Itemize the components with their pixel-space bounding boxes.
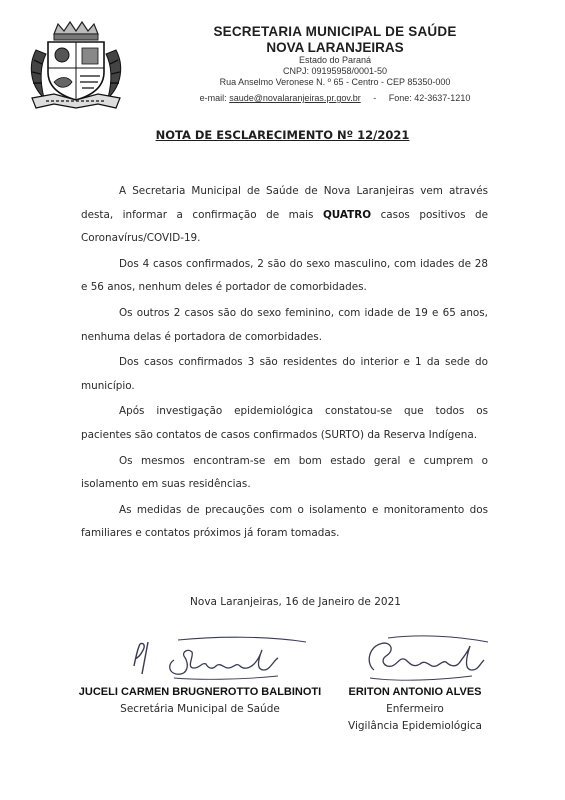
coat-of-arms-icon xyxy=(24,20,124,110)
handwritten-signature-left-icon xyxy=(128,630,308,685)
institution-name: SECRETARIA MUNICIPAL DE SAÚDE xyxy=(213,24,457,39)
paragraph-1-end: casos positivos de Coronavírus/COVID-19. xyxy=(81,208,488,245)
signer-secretary xyxy=(60,684,340,718)
email-link[interactable]: saude@novalaranjeiras.pr.gov.br xyxy=(229,93,361,103)
email-label: e-mail: xyxy=(199,93,227,103)
signer-role: Enfermeiro xyxy=(386,703,444,715)
handwritten-signature-right-icon xyxy=(360,630,490,685)
address-line: Rua Anselmo Veronese N. º 65 - Centro - CEP 85350-000 xyxy=(219,77,451,87)
paragraph-5: Após investigação epidemiológica constatou-se que todos os pacientes são contatos de casos confirmados (SURTO) da Reserva Indígena. xyxy=(81,405,488,441)
signer-name: ERITON ANTONIO ALVES xyxy=(348,686,482,698)
case-count-emphasis: QUATRO xyxy=(322,208,372,221)
contact-separator: - xyxy=(373,93,377,103)
contact-line xyxy=(140,93,530,103)
document-title-text: NOTA DE ESCLARECIMENTO Nº 12/2021 xyxy=(155,128,410,142)
document-body xyxy=(81,180,488,548)
paragraph-2: Dos 4 casos confirmados, 2 são do sexo masculino, com idades de 28 e 56 anos, nenhum deles é portador de comorbidades. xyxy=(81,257,488,294)
signer-department: Vigilância Epidemiológica xyxy=(348,720,482,732)
cnpj-line: CNPJ: 09195958/0001-50 xyxy=(282,66,388,76)
document-title xyxy=(0,128,565,142)
paragraph-1-start: A Secretaria Municipal de Saúde de Nova Laranjeiras vem através desta, informar a confirmação de mais xyxy=(81,185,488,221)
paragraph-1 xyxy=(81,180,488,251)
signer-name: JUCELI CARMEN BRUGNEROTTO BALBINOTI xyxy=(78,686,322,698)
phone-number: Fone: 42-3637-1210 xyxy=(388,93,471,103)
signer-nurse xyxy=(330,684,500,735)
state-line: Estado do Paraná xyxy=(298,55,372,65)
institution-header xyxy=(150,24,520,103)
paragraph-3: Os outros 2 casos são do sexo feminino, com idade de 19 e 65 anos, nenhuma delas é portadora de comorbidades. xyxy=(81,306,488,343)
date-line: Nova Laranjeiras, 16 de Janeiro de 2021 xyxy=(190,596,401,608)
paragraph-4: Dos casos confirmados 3 são residentes do interior e 1 da sede do município. xyxy=(81,356,488,392)
signer-role: Secretária Municipal de Saúde xyxy=(120,703,280,715)
paragraph-6: Os mesmos encontram-se em bom estado geral e cumprem o isolamento em suas residências. xyxy=(81,454,488,491)
municipality-name: NOVA LARANJEIRAS xyxy=(266,40,404,55)
paragraph-7: As medidas de precauções com o isolamento e monitoramento dos familiares e contatos próximos já foram tomadas. xyxy=(81,503,488,540)
